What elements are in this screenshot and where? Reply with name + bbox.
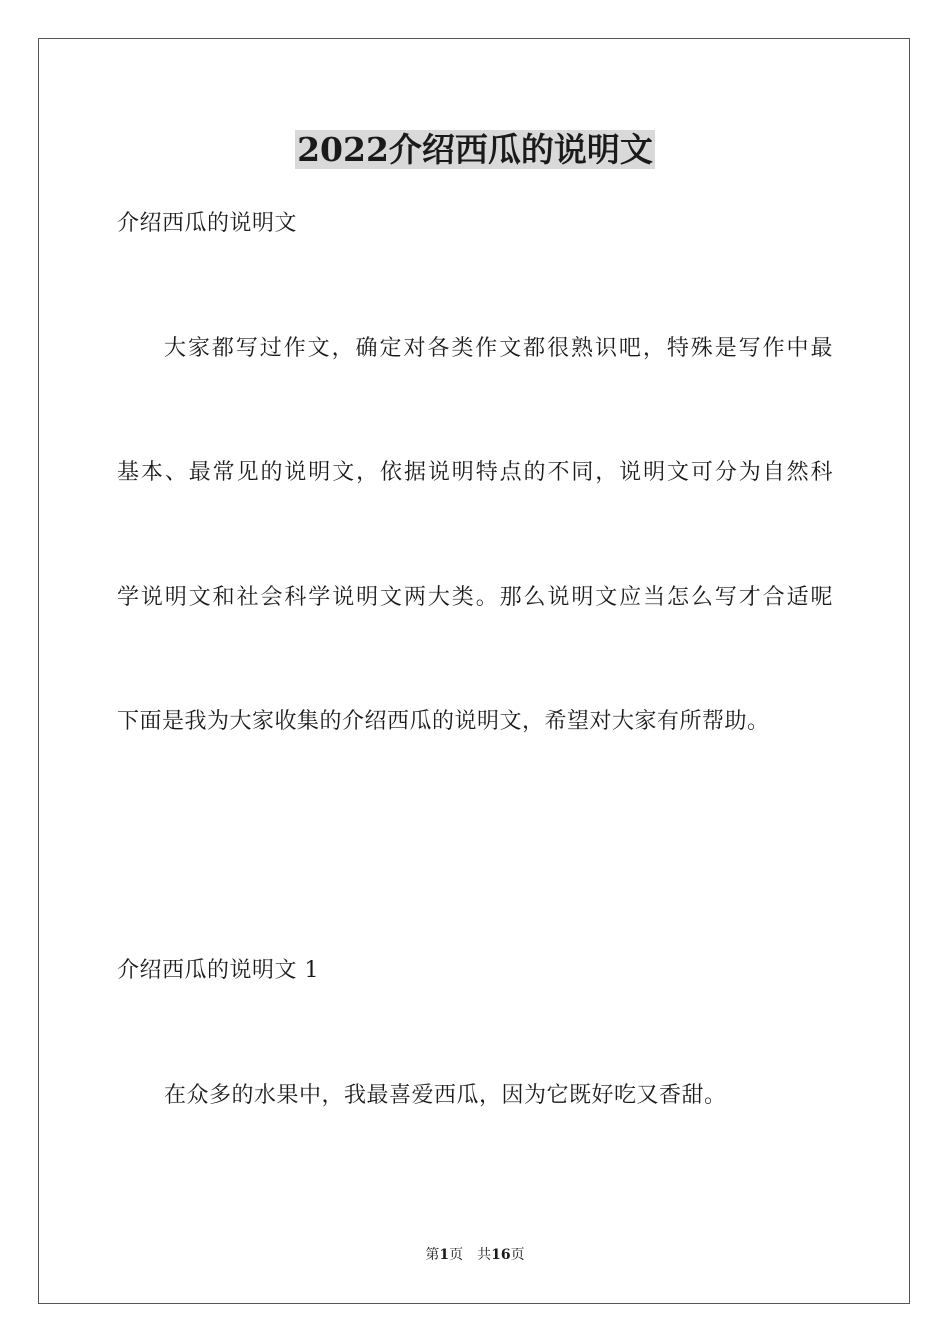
document-title (0, 128, 950, 172)
intro-paragraph-line-2: 基本、最常见的说明文，依据说明特点的不同，说明文可分为自然科 (117, 460, 833, 485)
page-footer (0, 1246, 950, 1264)
intro-paragraph-line-3: 学说明文和社会科学说明文两大类。那么说明文应当怎么写才合适呢 (117, 585, 833, 610)
footer-total-suffix: 页 (510, 1247, 525, 1263)
intro-paragraph-line-4: 下面是我为大家收集的介绍西瓜的说明文，希望对大家有所帮助。 (117, 709, 770, 734)
footer-page-total: 16 (491, 1247, 511, 1263)
footer-page-suffix: 页 (449, 1247, 464, 1263)
intro-paragraph-line-1: 大家都写过作文，确定对各类作文都很熟识吧，特殊是写作中最 (164, 336, 833, 361)
section-heading: 介绍西瓜的说明文 1 (117, 958, 319, 983)
document-subtitle: 介绍西瓜的说明文 (117, 211, 298, 236)
footer-page-prefix: 第 (425, 1247, 440, 1263)
document-title-text: 2022介绍西瓜的说明文 (297, 130, 653, 169)
section-paragraph-line-1: 在众多的水果中，我最喜爱西瓜，因为它既好吃又香甜。 (164, 1083, 727, 1108)
footer-page-current: 1 (439, 1247, 450, 1263)
footer-total-prefix: 共 (477, 1247, 492, 1263)
